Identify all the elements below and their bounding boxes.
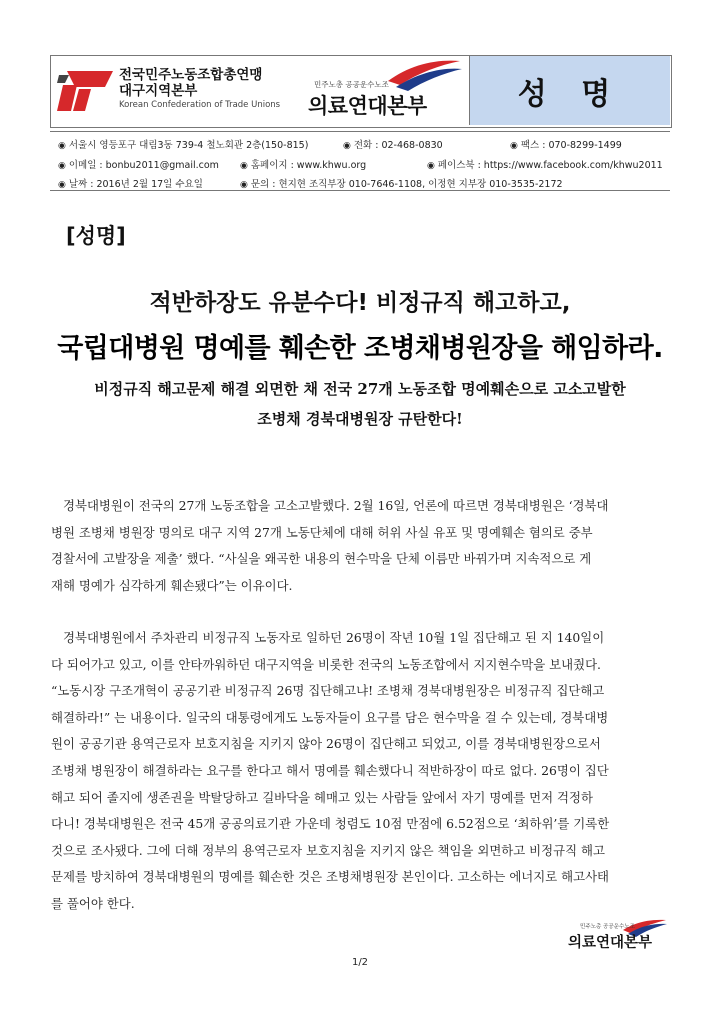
paragraph-line: 경북대병원에서 주차관리 비정규직 노동자로 일하던 26명이 작년 10월 1일 집단해고 된 지 140일이 — [63, 630, 605, 645]
bullet-icon: ◉ — [58, 180, 66, 190]
email-info: ◉ 이메일 : bonbu2011@gmail.com — [58, 160, 219, 171]
paragraph-line: “노동시장 구조개혁이 공공기관 비정규직 26명 집단해고냐! 조병채 경북대병원장은 비정규직 집단해고 — [51, 683, 605, 699]
bullet-icon: ◉ — [240, 161, 248, 171]
paragraph-line: 병원 조병채 병원장 명의로 대구 지역 27개 노동단체에 대해 허위 사실 유포 및 명예훼손 혐의로 중부 — [51, 524, 593, 540]
footer-union-name: 의료연대본부 — [568, 935, 653, 951]
org-name-ko: 전국민주노동조합총연맹 대구지역본부 — [119, 67, 263, 99]
paragraph-line: 조병채 병원장이 해결하라는 요구를 한다고 해서 명예를 훼손했다니 적반하장이 따로 없다. 26명이 집단 — [51, 762, 609, 778]
paragraph-line: 경찰서에 고발장을 제출’ 했다. “사실을 왜곡한 내용의 현수막을 단체 이름만 바꿔가며 지속적으로 게 — [51, 551, 592, 567]
bullet-icon: ◉ — [427, 161, 435, 171]
phone-info: ◉ 전화 : 02-468-0830 — [343, 140, 443, 151]
facebook-info: ◉ 페이스북 : https://www.facebook.com/khwu2011 — [427, 160, 663, 171]
statement-tag: [성명] — [66, 224, 126, 248]
union-small-label: 민주노총 공공운수노조 — [314, 80, 389, 89]
footer-small-label: 민주노총 공공운수노조 — [580, 924, 635, 930]
title-line-1: 적반하장도 유분수다! 비정규직 해고하고, — [149, 290, 571, 316]
homepage-info: ◉ 홈페이지 : www.khwu.org — [240, 160, 367, 171]
paragraph-line: 것으로 조사됐다. 그에 더해 정부의 용역근로자 보호지침을 지키지 않은 책임을 외면하고 비정규직 해고 — [51, 842, 605, 858]
date-info: ◉ 날짜 : 2016년 2월 17일 수요일 — [58, 179, 203, 190]
subtitle-line-1: 비정규직 해고문제 해결 외면한 채 전국 27개 노동조합 명예훼손으로 고소고발한 — [94, 380, 626, 398]
bullet-icon: ◉ — [240, 180, 248, 190]
paragraph-line: 문제를 방치하여 경북대병원의 명예를 훼손한 것은 조병채병원장 본인이다. 고소하는 에너지로 해고사태 — [51, 869, 610, 885]
kctu-emblem-icon — [57, 67, 115, 113]
org-name-en: Korean Confederation of Trade Unions — [119, 100, 281, 110]
paragraph-line: 를 풀어야 한다. — [51, 895, 135, 911]
paragraph-line: 재해 명예가 심각하게 훼손됐다”는 이유이다. — [51, 577, 293, 593]
paragraph-line: 원이 공공기관 용역근로자 보호지침을 지키지 않아 26명이 집단해고 되었고, 이를 경북대병원장으로서 — [51, 736, 601, 752]
paragraph-2 — [51, 625, 669, 918]
union-logo — [300, 57, 465, 121]
paragraph-1 — [51, 493, 669, 599]
address-info: ◉ 서울시 영등포구 대림3동 739-4 철노회관 2층(150-815) — [58, 140, 309, 151]
subtitle-line-2: 조병채 경북대병원장 규탄한다! — [257, 410, 463, 428]
union-name: 의료연대본부 — [308, 94, 427, 118]
page-number: 1/2 — [351, 957, 369, 968]
paragraph-line: 다니! 경북대병원은 전국 45개 공공의료기관 가운데 청렴도 10점 만점에 6.52점으로 ‘최하위’를 기록한 — [51, 816, 610, 832]
paragraph-line: 다 되어가고 있고, 이를 안타까워하던 대구지역을 비롯한 전국의 노동조합에서 지지현수막을 보내줬다. — [51, 656, 601, 672]
title-line-2: 국립대병원 명예를 훼손한 조병채병원장을 해임하라. — [57, 333, 663, 364]
paragraph-line: 경북대병원이 전국의 27개 노동조합을 고소고발했다. 2월 16일, 언론에 따르면 경북대병원은 ‘경북대 — [63, 498, 609, 513]
fax-info: ◉ 팩스 : 070-8299-1499 — [510, 140, 622, 151]
paragraph-line: 해고 되어 졸지에 생존권을 박탈당하고 길바닥을 헤매고 있는 사람들 앞에서 자기 명예를 먼저 걱정하 — [51, 789, 593, 805]
doc-type-label: 성 명 — [469, 56, 670, 125]
bullet-icon: ◉ — [58, 161, 66, 171]
bullet-icon: ◉ — [343, 141, 351, 151]
kctu-logo — [57, 63, 281, 119]
paragraph-line: 해결하라!” 는 내용이다. 일국의 대통령에게도 노동자들이 요구를 담은 현수막을 걸 수 있는데, 경북대병 — [51, 709, 609, 725]
bullet-icon: ◉ — [58, 141, 66, 151]
contact-person-info: ◉ 문의 : 현지현 조직부장 010-7646-1108, 이정현 지부장 010-3535-2172 — [240, 179, 563, 190]
bullet-icon: ◉ — [510, 141, 518, 151]
footer-union-logo — [568, 918, 668, 958]
